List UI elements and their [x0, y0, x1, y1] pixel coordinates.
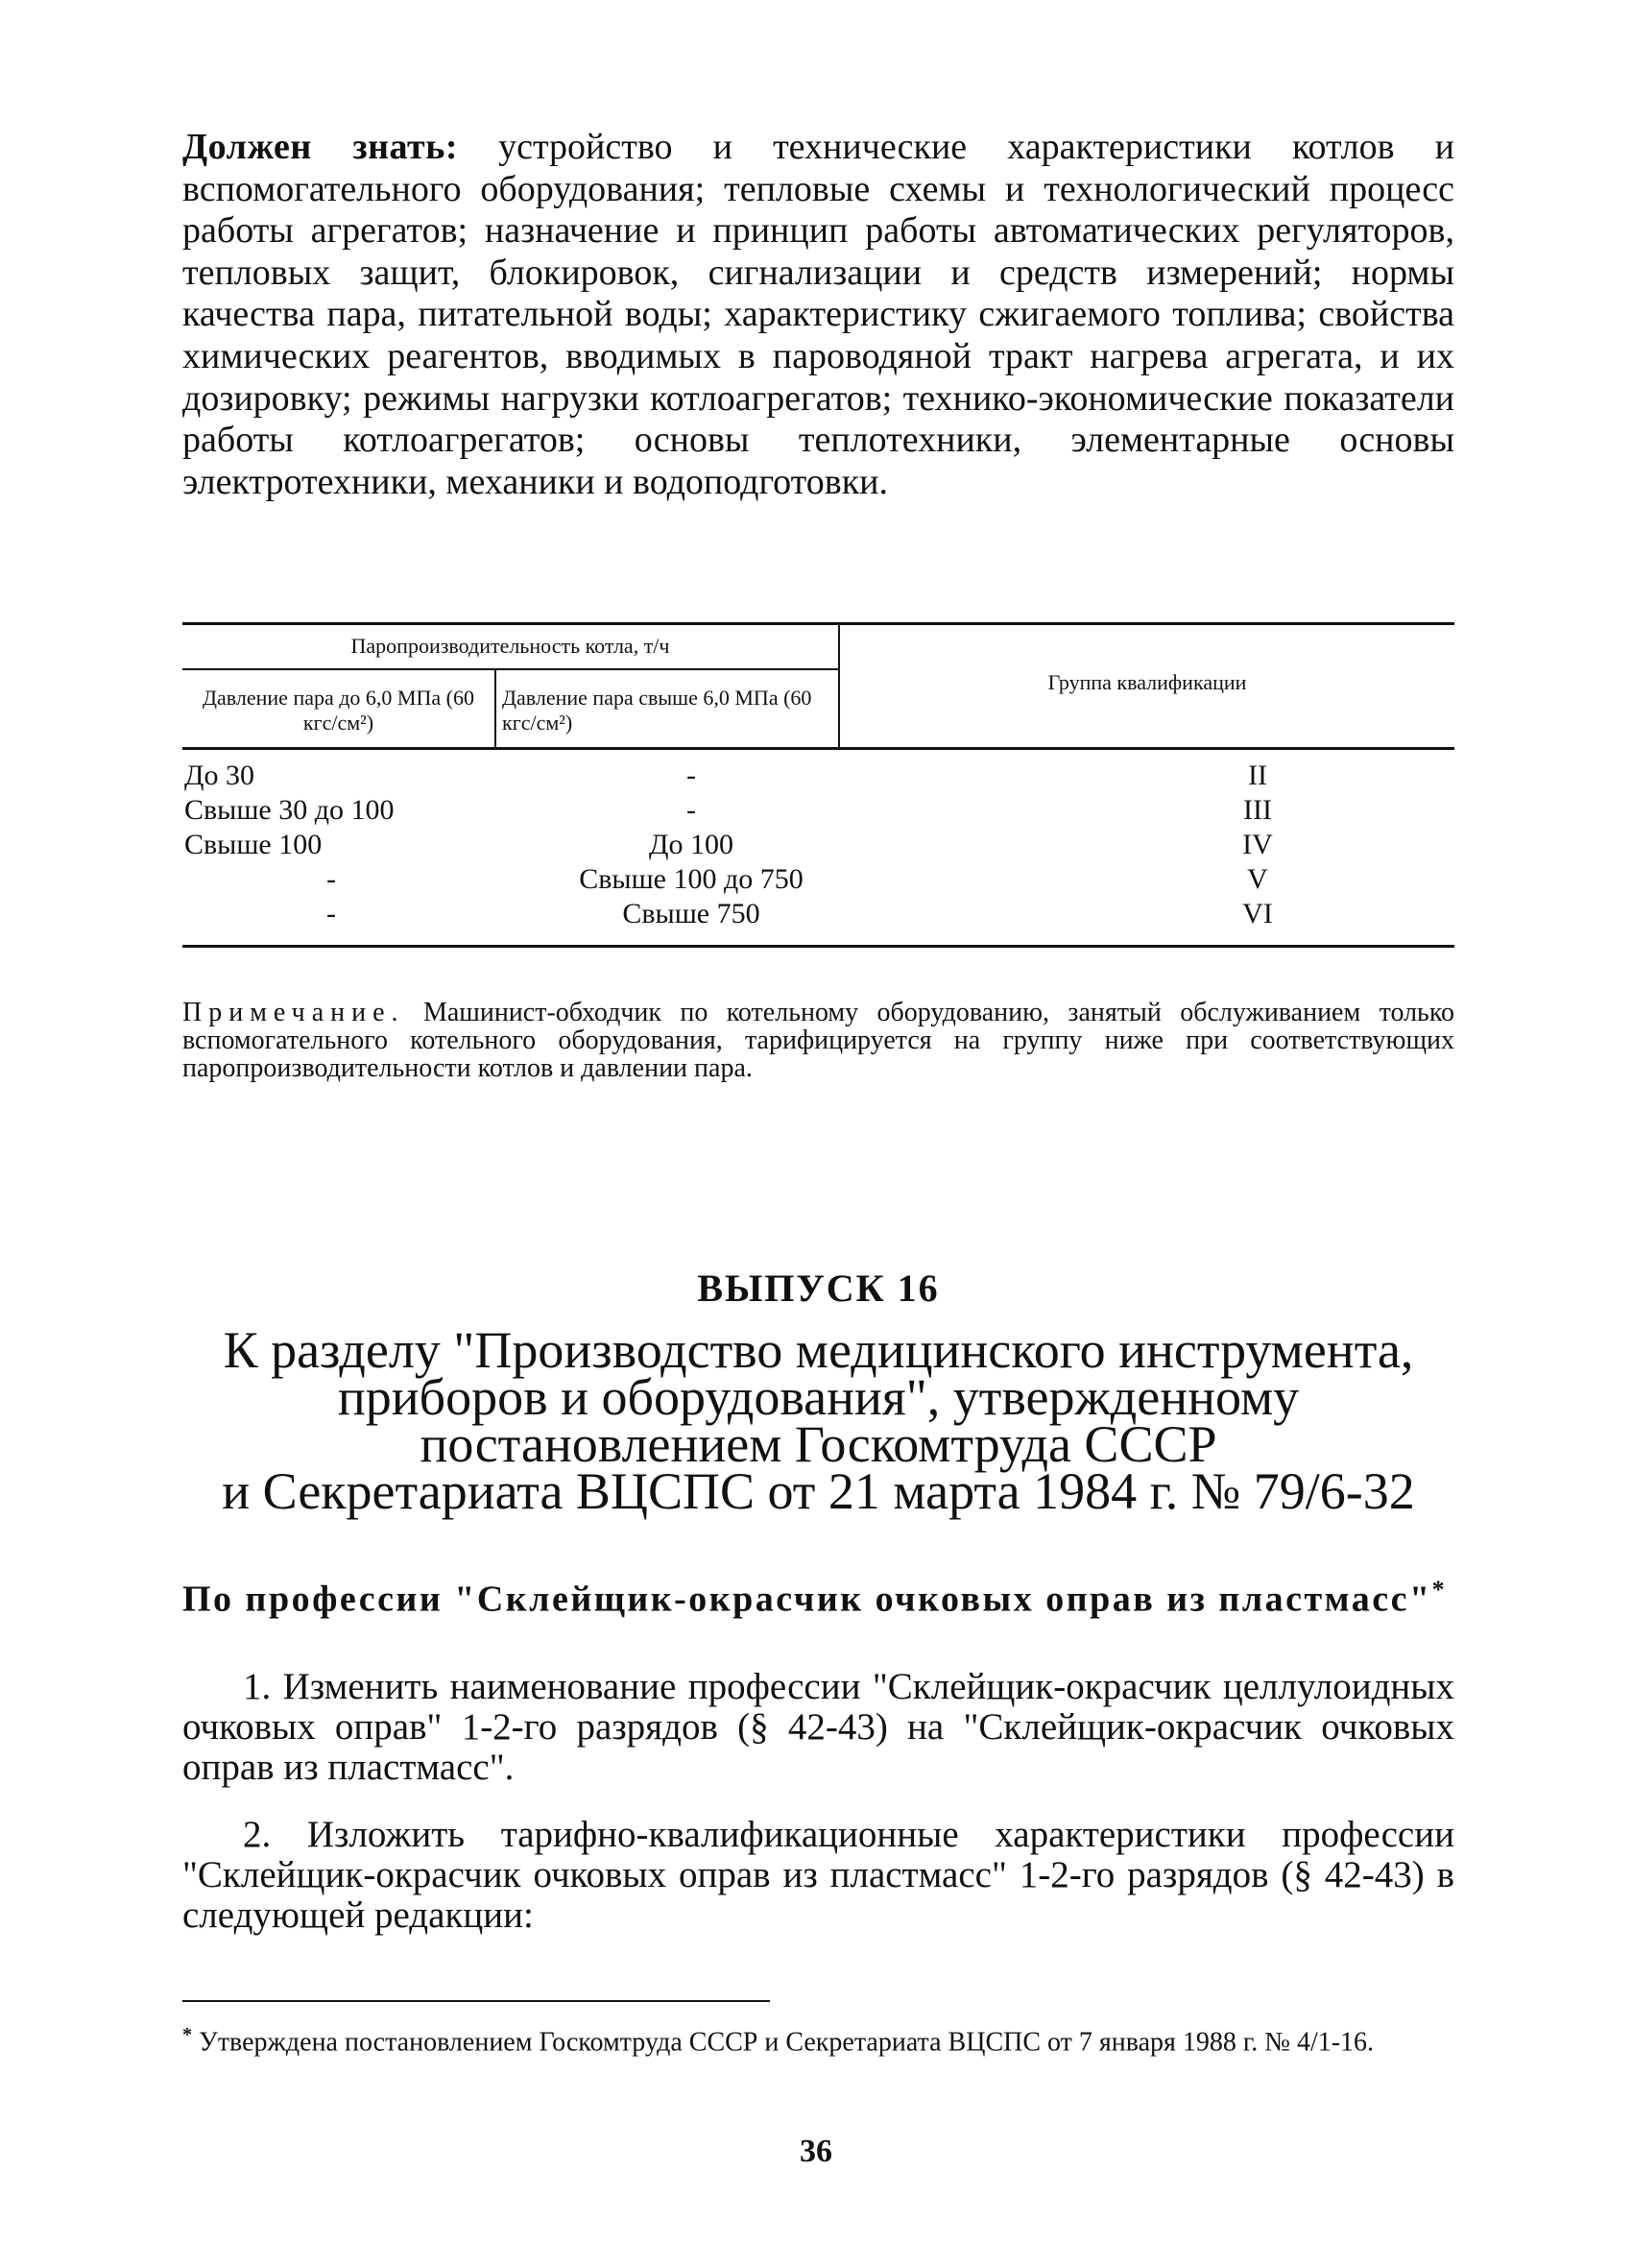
knowledge-paragraph — [182, 127, 1454, 503]
table-row-3-group: IV — [1242, 829, 1273, 860]
table-row-2-group: III — [1243, 794, 1272, 826]
profession-heading-text: По профессии "Склейщик-окрасчик очковых оправ из пластмасс" — [182, 1579, 1432, 1620]
table-row-5-low: - — [326, 898, 336, 929]
table-row-1-group: II — [1248, 760, 1267, 791]
footnote-text: Утверждена постановлением Госкомтруда СССР и Секретариата ВЦСПС от 7 января 1988 г. № 4/1-16. — [199, 2027, 1375, 2058]
header-pressure-high: Давление пара свыше 6,0 МПа (60 кгс/см²) — [502, 686, 812, 735]
knowledge-text: устройство и технические характеристики котлов и вспомогательного оборудования; тепловые схемы и технологический процесс работы агрегатов; назначение и принцип работы автоматических регуляторов, тепловых защит, блокировок, сигнализации и средств измерений; нормы качества пара, питательной воды; характеристику сжигаемого топлива; свойства химических реагентов, вводимых в пароводяной тракт нагрева агрегата, и их дозировку; режимы нагрузки котлоагрегатов; технико-экономические показатели работы котлоагрегатов; основы теплотехники, элементарные основы электротехники, механики и водоподготовки. — [182, 127, 1455, 502]
table-row-4-low: - — [326, 863, 336, 895]
section-title-line-4: и Секретариата ВЦСПС от 21 марта 1984 г. № 79/6-32 — [222, 1462, 1415, 1520]
note-text: Машинист-обходчик по котельному оборудованию, занятый обслуживанием только вспомогательного котельного оборудования, тарифицируется на группу ниже при соответствующих паропроизводительности котлов и давлении пара. — [182, 998, 1454, 1083]
table-header-mid-rule — [182, 668, 838, 670]
footnote-separator — [182, 2000, 770, 2002]
table-bottom-rule — [182, 945, 1454, 948]
header-capacity: Паропроизводительность котла, т/ч — [350, 634, 670, 658]
table-col-divider-pressure — [494, 668, 496, 747]
table-row-4-high: Свыше 100 до 750 — [579, 863, 804, 895]
table-row-3-high: До 100 — [649, 829, 733, 860]
table-row-1-high: - — [686, 760, 696, 791]
table-row-3-low: Свыше 100 — [184, 829, 323, 860]
table-row-5-group: VI — [1242, 898, 1273, 929]
section-title-line-3: постановлением Госкомтруда СССР — [420, 1415, 1217, 1473]
table-top-rule — [182, 622, 1454, 625]
footnote — [182, 2020, 1454, 2057]
footnote-mark: * — [182, 2024, 192, 2045]
table-row-2-low: Свыше 30 до 100 — [184, 794, 395, 826]
header-pressure-low: Давление пара до 6,0 МПа (60 кгс/см²) — [203, 686, 474, 735]
qualification-table — [182, 622, 1454, 949]
note-label: Примечание. — [182, 998, 405, 1027]
footnote-reference-mark: * — [1431, 1576, 1448, 1604]
header-group: Группа квалификации — [1047, 670, 1247, 694]
section-title-line-1: К разделу "Производство медицинского инструмента, — [223, 1321, 1414, 1379]
table-row-4-group: V — [1247, 863, 1268, 895]
issue-title: ВЫПУСК 16 — [697, 1267, 940, 1310]
section-title-line-2: приборов и оборудования", утвержденному — [337, 1368, 1300, 1426]
table-row-2-high: - — [686, 794, 696, 826]
knowledge-lead: Должен знать: — [182, 127, 458, 167]
profession-item-2: 2. Изложить тарифно-квалификационные характеристики профессии "Склейщик-окрасчик очковых оправ из пластмасс" 1-2-го разрядов (§ 42-43) в следующей редакции: — [182, 1814, 1454, 1936]
table-header-bottom-rule — [182, 747, 1454, 750]
profession-heading — [182, 1571, 1454, 1619]
table-note — [182, 999, 1454, 1082]
table-row-1-low: До 30 — [184, 760, 254, 791]
section-title — [182, 1321, 1454, 1520]
page-number: 36 — [800, 2134, 832, 2169]
profession-item-1: 1. Изменить наименование профессии "Склейщик-окрасчик целлулоидных очковых оправ" 1-2-го разрядов (§ 42-43) на "Склейщик-окрасчик очковых оправ из пластмасс". — [182, 1666, 1454, 1788]
table-row-5-high: Свыше 750 — [622, 898, 760, 929]
